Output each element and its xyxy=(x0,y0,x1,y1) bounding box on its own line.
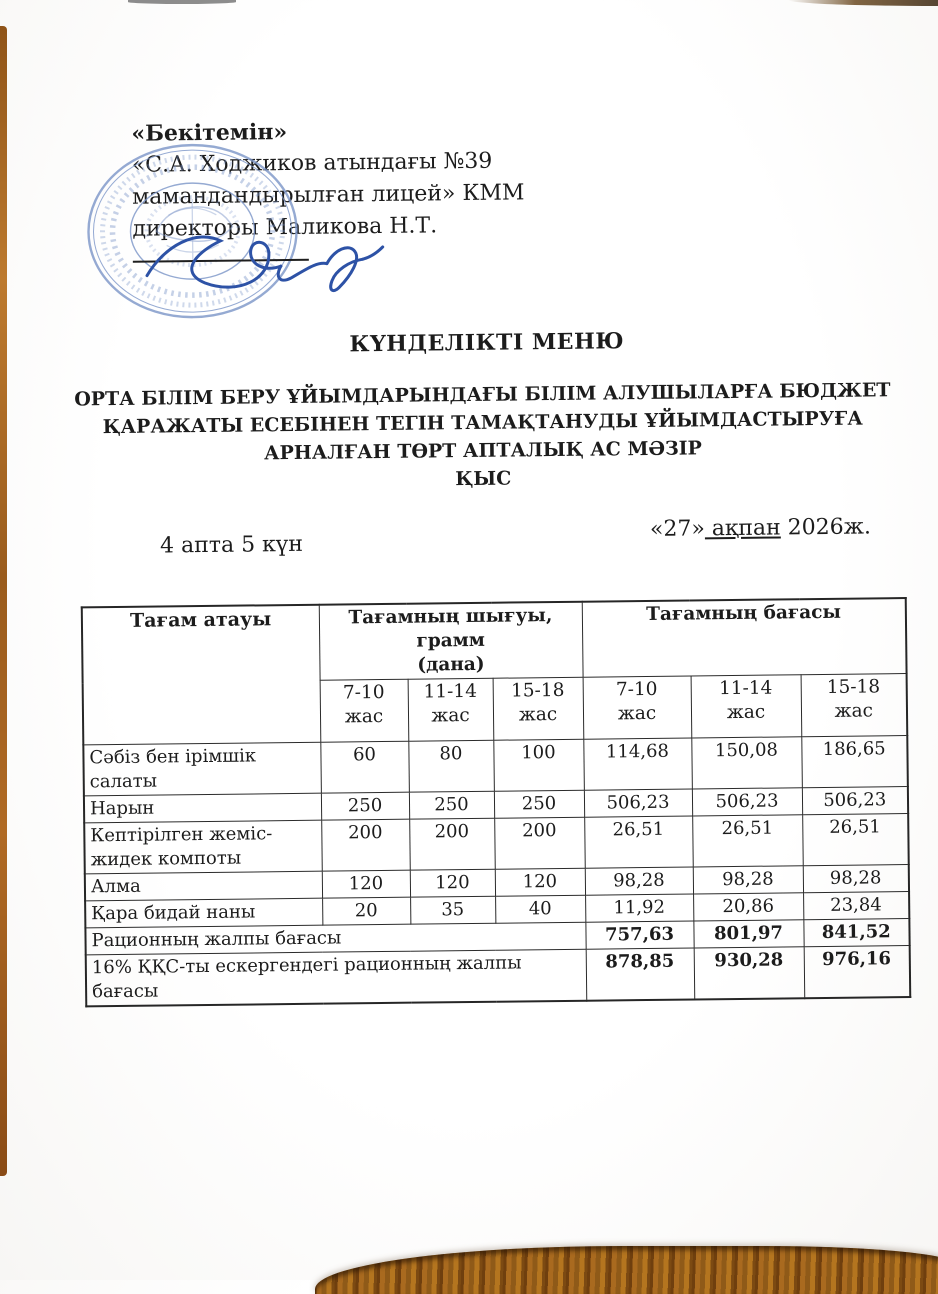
organization-name-line1: «С.А. Ходжиков атындағы №39 xyxy=(131,148,493,178)
subtitle-line: ОРТА БІЛІМ БЕРУ ҰЙЫМДАРЫНДАҒЫ БІЛІМ АЛУШЫЛАРҒА БЮДЖЕТ xyxy=(74,379,891,411)
grams-value: 120 xyxy=(410,869,495,897)
summary-label: Рационның жалпы бағасы xyxy=(85,922,585,955)
price-value: 150,08 xyxy=(691,737,802,789)
price-value: 20,86 xyxy=(693,893,803,921)
summary-price: 757,63 xyxy=(585,921,693,949)
grams-value: 200 xyxy=(409,818,495,870)
grams-value: 120 xyxy=(322,870,410,898)
price-value: 506,23 xyxy=(802,787,908,815)
col-header-age: 11-14 жас xyxy=(408,678,494,741)
price-value: 26,51 xyxy=(692,815,803,867)
grams-value: 80 xyxy=(408,740,494,792)
price-value: 26,51 xyxy=(584,816,693,868)
summary-price: 930,28 xyxy=(694,947,805,1000)
dish-name: Алма xyxy=(85,871,322,901)
dish-name: Нарын xyxy=(84,793,321,823)
grams-value: 20 xyxy=(322,897,410,925)
col-header-age: 15-18 жас xyxy=(801,674,908,737)
director-line: директоры Маликова Н.Т. xyxy=(132,213,438,242)
summary-price: 976,16 xyxy=(804,946,911,999)
subtitle-line: АРНАЛҒАН ТӨРТ АПТАЛЫҚ АС МӘЗІР xyxy=(263,437,703,465)
summary-price: 841,52 xyxy=(803,919,909,947)
price-value: 11,92 xyxy=(585,894,693,922)
grams-value: 200 xyxy=(321,819,410,871)
document-date xyxy=(650,514,871,542)
price-value: 186,65 xyxy=(801,736,908,788)
date-prefix: «27» xyxy=(649,516,705,542)
dish-name: Сәбіз бен ірімшік салаты xyxy=(83,742,321,796)
organization-name-line2: мамандандырылған лицей» КММ xyxy=(131,180,525,210)
summary-price: 878,85 xyxy=(586,948,695,1001)
grams-value: 35 xyxy=(410,896,495,924)
summary-price: 801,97 xyxy=(693,920,803,948)
summary-row-total-with-vat xyxy=(86,946,911,1007)
col-header-age: 7-10 жас xyxy=(583,676,692,739)
date-month: ақпан xyxy=(704,515,781,542)
date-year: 2026ж. xyxy=(780,514,872,541)
menu-price-table xyxy=(81,597,912,1007)
price-value: 98,28 xyxy=(585,867,693,895)
col-group-output: Тағамның шығуы, грамм (дана) xyxy=(319,602,583,680)
col-header-dish-name: Тағам атауы xyxy=(82,605,321,745)
grams-value: 60 xyxy=(320,741,409,793)
col-group-price: Тағамның бағасы xyxy=(582,598,907,677)
grams-value: 200 xyxy=(494,817,585,869)
director-signature xyxy=(136,201,387,304)
grams-value: 120 xyxy=(495,868,585,896)
price-value: 98,28 xyxy=(693,866,803,894)
table-row xyxy=(83,736,908,796)
table-row xyxy=(84,814,909,874)
grams-value: 250 xyxy=(494,790,584,818)
document-title: КҮНДЕЛІКТІ МЕНЮ xyxy=(349,328,625,358)
grams-value: 250 xyxy=(321,792,409,820)
price-value: 23,84 xyxy=(803,892,909,920)
summary-label: 16% ҚҚС-ты ескергендегі рационның жалпы бағасы xyxy=(86,949,587,1006)
dish-name: Кептірілген жеміс-жидек компоты xyxy=(84,820,322,874)
document-subtitle xyxy=(48,376,917,498)
approval-label: «Бекітемін» xyxy=(131,119,288,147)
subtitle-line: ҚАРАЖАТЫ ЕСЕБІНЕН ТЕГІН ТАМАҚТАНУДЫ ҰЙЫМДАСТЫРУҒА xyxy=(102,407,863,439)
price-value: 98,28 xyxy=(803,865,909,893)
dish-name: Қара бидай наны xyxy=(85,898,322,928)
price-value: 506,23 xyxy=(584,789,692,817)
week-day-label: 4 апта 5 күн xyxy=(159,531,304,559)
col-header-age: 7-10 жас xyxy=(320,679,409,742)
grams-value: 100 xyxy=(493,739,584,791)
grams-value: 40 xyxy=(495,895,585,923)
col-header-age: 11-14 жас xyxy=(691,675,802,738)
col-header-age: 15-18 жас xyxy=(493,677,584,740)
price-value: 114,68 xyxy=(583,738,692,790)
grams-value: 250 xyxy=(409,791,494,819)
price-value: 26,51 xyxy=(802,814,909,866)
price-value: 506,23 xyxy=(692,788,802,816)
subtitle-line: ҚЫС xyxy=(455,467,512,491)
